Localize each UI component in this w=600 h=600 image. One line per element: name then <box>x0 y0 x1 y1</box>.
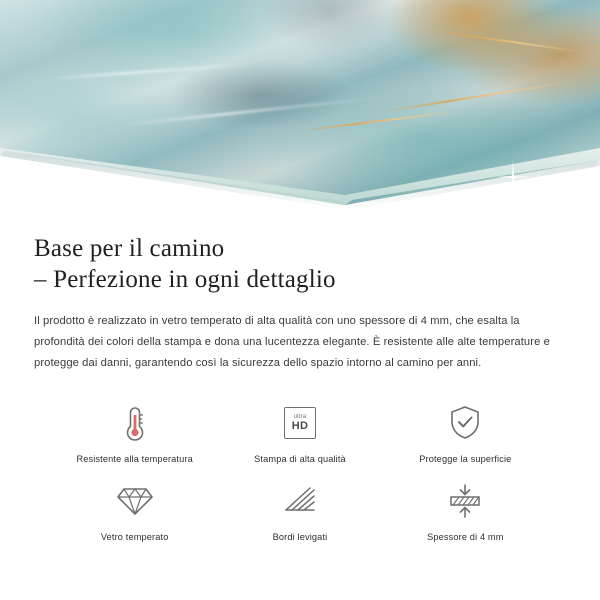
shield-check-icon <box>447 400 483 446</box>
ultra-hd-badge-bottom: HD <box>291 420 309 432</box>
feature-label: Vetro temperato <box>100 532 169 542</box>
description-paragraph: Il prodotto è realizzato in vetro temperato di alta qualità con uno spessore di 4 mm, che esalta la profondità dei colori della stampa e dona una lucentezza elegante. È resistente alle alte temperature e protegge dai danni, garantendo così la sicurezza dello spazio intorno al camino per anni. <box>34 315 550 369</box>
ultra-hd-badge-top: ultra <box>293 414 307 420</box>
feature-item-tempered-glass <box>52 478 217 542</box>
thickness-icon <box>445 478 485 524</box>
ultra-hd-icon <box>284 400 316 446</box>
hero-image <box>0 0 600 215</box>
feature-item-polished-edges <box>217 478 382 542</box>
thermometer-icon <box>118 400 152 446</box>
feature-label: Protegge la superficie <box>419 454 512 464</box>
feature-item-surface-protection <box>383 400 548 464</box>
feature-label: Resistente alla temperatura <box>76 454 193 464</box>
feature-item-print-quality <box>217 400 382 464</box>
headline-line-1: Base per il camino <box>34 235 225 262</box>
feature-grid <box>34 400 566 542</box>
feature-label: Spessore di 4 mm <box>427 532 504 542</box>
feature-item-thickness <box>383 478 548 542</box>
polished-edges-icon <box>280 478 320 524</box>
sparkle-glint <box>528 176 550 198</box>
diamond-icon <box>116 478 154 524</box>
feature-label: Stampa di alta qualità <box>254 454 346 464</box>
page-title <box>34 233 566 295</box>
feature-item-temperature <box>52 400 217 464</box>
headline-line-2: – Perfezione in ogni dettaglio <box>34 266 336 293</box>
text-content <box>0 215 600 542</box>
feature-label: Bordi levigati <box>272 532 328 542</box>
